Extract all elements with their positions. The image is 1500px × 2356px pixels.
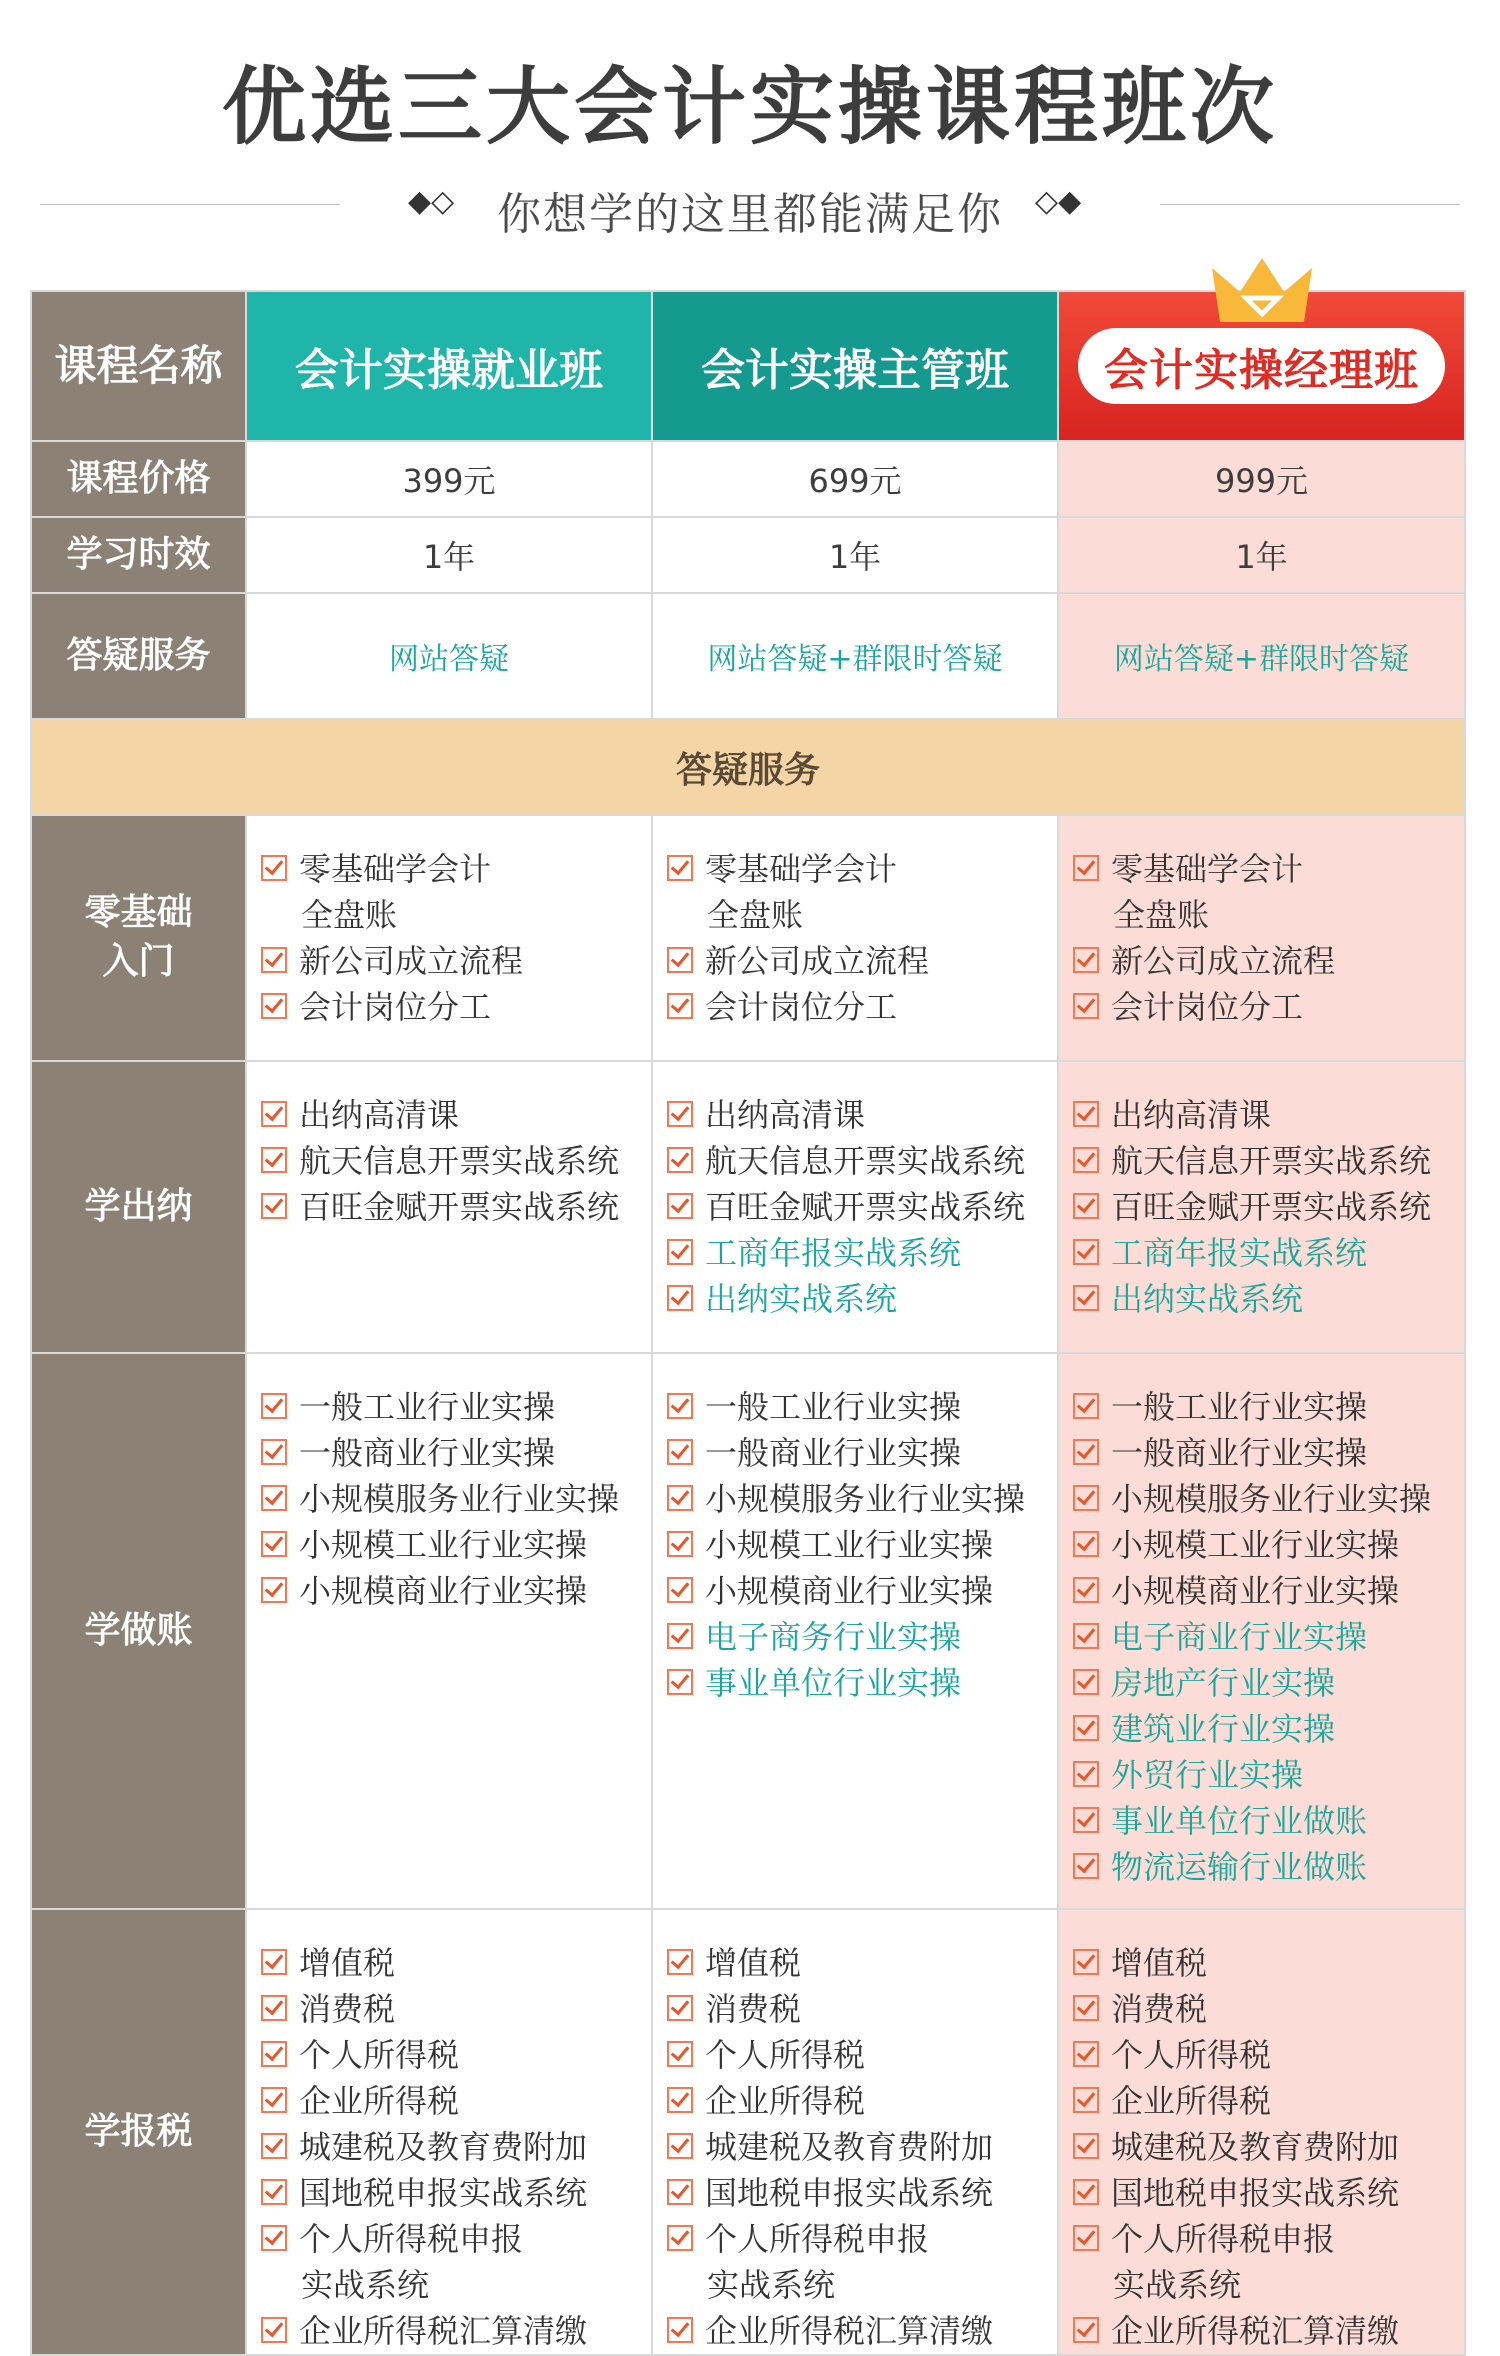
- feature-item: [1073, 1430, 1464, 1476]
- feature-label: 零基础学会计: [1111, 850, 1304, 888]
- feature-cell: [246, 1061, 652, 1353]
- feature-item: [1073, 938, 1464, 984]
- price-cell: 699元: [652, 441, 1058, 517]
- checkbox-icon: [261, 2225, 287, 2251]
- feature-item: [261, 846, 651, 892]
- feature-item: [667, 2170, 1057, 2216]
- feature-item: [1073, 1798, 1464, 1844]
- feature-label: 企业所得税: [1111, 2082, 1272, 2120]
- feature-item: [261, 938, 651, 984]
- feature-label: 小规模服务业行业实操: [1111, 1480, 1432, 1518]
- feature-label: 物流运输行业做账: [1111, 1848, 1368, 1886]
- feature-item: [667, 1230, 1057, 1276]
- feature-label: 外贸行业实操: [1111, 1756, 1304, 1794]
- checkbox-icon: [1073, 2133, 1099, 2159]
- row-label-duration: 学习时效: [31, 517, 246, 593]
- feature-item: [261, 1986, 651, 2032]
- checkbox-icon: [1073, 2317, 1099, 2343]
- checkbox-icon: [667, 2133, 693, 2159]
- checkbox-icon: [1073, 1531, 1099, 1557]
- feature-item: [667, 1276, 1057, 1322]
- column-employment-class: 会计实操就业班: [246, 291, 652, 441]
- feature-cell: [1058, 1909, 1465, 2355]
- feature-label: 城建税及教育费附加: [705, 2128, 994, 2166]
- feature-item: [667, 938, 1057, 984]
- checkbox-icon: [1073, 855, 1099, 881]
- feature-item: [1073, 1476, 1464, 1522]
- checkbox-icon: [1073, 1101, 1099, 1127]
- checkbox-icon: [1073, 2179, 1099, 2205]
- feature-label: 出纳高清课: [299, 1096, 460, 1134]
- checkbox-icon: [261, 1949, 287, 1975]
- feature-item: [261, 1522, 651, 1568]
- checkbox-icon: [261, 1101, 287, 1127]
- feature-item: [1073, 846, 1464, 892]
- feature-item: [261, 1430, 651, 1476]
- feature-item: [667, 1384, 1057, 1430]
- feature-label: 航天信息开票实战系统: [299, 1142, 620, 1180]
- feature-label: 航天信息开票实战系统: [1111, 1142, 1432, 1180]
- feature-item: [667, 846, 1057, 892]
- feature-label: 出纳实战系统: [1111, 1280, 1304, 1318]
- feature-label: 出纳实战系统: [705, 1280, 898, 1318]
- feature-label: 会计岗位分工: [705, 988, 898, 1026]
- checkbox-icon: [1073, 947, 1099, 973]
- feature-cell: [652, 815, 1058, 1061]
- feature-item: [1073, 984, 1464, 1030]
- feature-item: [1073, 1752, 1464, 1798]
- feature-label: 房地产行业实操: [1111, 1664, 1336, 1702]
- feature-label: 增值税: [1111, 1944, 1208, 1982]
- feature-item: [261, 2078, 651, 2124]
- row-label-basics: [31, 815, 246, 1061]
- checkbox-icon: [1073, 2225, 1099, 2251]
- feature-label: 一般商业行业实操: [1111, 1434, 1368, 1472]
- feature-label: 国地税申报实战系统: [299, 2174, 588, 2212]
- feature-label: 会计岗位分工: [1111, 988, 1304, 1026]
- feature-item: [261, 2032, 651, 2078]
- row-label-tax: 学报税: [31, 1909, 246, 2355]
- duration-cell: 1年: [652, 517, 1058, 593]
- feature-label: 企业所得税: [299, 2082, 460, 2120]
- feature-item: [261, 2124, 651, 2170]
- checkbox-icon: [261, 1485, 287, 1511]
- feature-label: 出纳高清课: [1111, 1096, 1272, 1134]
- checkbox-icon: [667, 1995, 693, 2021]
- feature-label: 个人所得税申报: [705, 2220, 930, 2258]
- checkbox-icon: [667, 1147, 693, 1173]
- checkbox-icon: [1073, 1853, 1099, 1879]
- column-manager-class: [1058, 291, 1465, 441]
- feature-label: 实战系统: [707, 2266, 836, 2304]
- subtitle-row: [0, 170, 1500, 240]
- checkbox-icon: [1073, 1995, 1099, 2021]
- checkbox-icon: [1073, 2087, 1099, 2113]
- feature-item: [1073, 892, 1464, 938]
- row-label-price: 课程价格: [31, 441, 246, 517]
- checkbox-icon: [667, 2225, 693, 2251]
- checkbox-icon: [667, 1439, 693, 1465]
- feature-item: [667, 1568, 1057, 1614]
- checkbox-icon: [1073, 2041, 1099, 2067]
- price-cell: 399元: [246, 441, 652, 517]
- checkbox-icon: [1073, 1807, 1099, 1833]
- checkbox-icon: [261, 1147, 287, 1173]
- checkbox-icon: [1073, 1715, 1099, 1741]
- section-row-basics: [31, 815, 1465, 1061]
- feature-item: [261, 2216, 651, 2262]
- checkbox-icon: [261, 2133, 287, 2159]
- feature-item: [1073, 1844, 1464, 1890]
- feature-item: [261, 1092, 651, 1138]
- feature-label: 建筑业行业实操: [1111, 1710, 1336, 1748]
- feature-label: 全盘账: [1113, 896, 1210, 934]
- feature-item: [1073, 1138, 1464, 1184]
- feature-item: [667, 1092, 1057, 1138]
- feature-label: 个人所得税: [299, 2036, 460, 2074]
- feature-item: [667, 2308, 1057, 2354]
- feature-item: [1073, 2078, 1464, 2124]
- checkbox-icon: [1073, 1285, 1099, 1311]
- feature-label: 一般工业行业实操: [1111, 1388, 1368, 1426]
- feature-item: [1073, 1092, 1464, 1138]
- checkbox-icon: [667, 2087, 693, 2113]
- manager-class-label: 会计实操经理班: [1078, 328, 1445, 404]
- feature-label: 增值税: [705, 1944, 802, 1982]
- feature-label: 小规模服务业行业实操: [705, 1480, 1026, 1518]
- feature-item: [1073, 2124, 1464, 2170]
- feature-item: [1073, 1568, 1464, 1614]
- price-cell: 999元: [1058, 441, 1465, 517]
- checkbox-icon: [667, 947, 693, 973]
- row-label-qa: 答疑服务: [31, 593, 246, 719]
- feature-cell: [246, 1353, 652, 1909]
- checkbox-icon: [261, 2087, 287, 2113]
- section-row-tax: [31, 1909, 1465, 2355]
- checkbox-icon: [667, 2041, 693, 2067]
- checkbox-icon: [1073, 1147, 1099, 1173]
- feature-label: 事业单位行业实操: [705, 1664, 962, 1702]
- feature-item: [667, 1986, 1057, 2032]
- checkbox-icon: [667, 1101, 693, 1127]
- feature-label: 小规模服务业行业实操: [299, 1480, 620, 1518]
- feature-item: [1073, 2216, 1464, 2262]
- feature-label: 百旺金赋开票实战系统: [705, 1188, 1026, 1226]
- feature-label: 城建税及教育费附加: [299, 2128, 588, 2166]
- duration-row: [31, 517, 1465, 593]
- checkbox-icon: [1073, 1577, 1099, 1603]
- checkbox-icon: [261, 2317, 287, 2343]
- checkbox-icon: [261, 947, 287, 973]
- section-band: 答疑服务: [31, 719, 1465, 815]
- feature-label: 会计岗位分工: [299, 988, 492, 1026]
- checkbox-icon: [667, 993, 693, 1019]
- checkbox-icon: [667, 1193, 693, 1219]
- feature-item: [261, 1384, 651, 1430]
- feature-label: 企业所得税: [705, 2082, 866, 2120]
- band-row: [31, 719, 1465, 815]
- feature-label: 增值税: [299, 1944, 396, 1982]
- feature-label: 实战系统: [301, 2266, 430, 2304]
- checkbox-icon: [1073, 1193, 1099, 1219]
- checkbox-icon: [1073, 1761, 1099, 1787]
- feature-cell: [652, 1061, 1058, 1353]
- checkbox-icon: [261, 855, 287, 881]
- feature-item: [1073, 1986, 1464, 2032]
- checkbox-icon: [261, 1393, 287, 1419]
- checkbox-icon: [261, 993, 287, 1019]
- feature-label: 小规模商业行业实操: [1111, 1572, 1400, 1610]
- feature-label: 小规模工业行业实操: [1111, 1526, 1400, 1564]
- feature-item: [1073, 1614, 1464, 1660]
- feature-label: 企业所得税汇算清缴: [299, 2312, 588, 2350]
- checkbox-icon: [261, 1577, 287, 1603]
- checkbox-icon: [261, 1439, 287, 1465]
- feature-label: 个人所得税申报: [299, 2220, 524, 2258]
- checkbox-icon: [667, 1577, 693, 1603]
- feature-item: [1073, 1660, 1464, 1706]
- feature-label: 百旺金赋开票实战系统: [1111, 1188, 1432, 1226]
- feature-item: [261, 1476, 651, 1522]
- checkbox-icon: [667, 2179, 693, 2205]
- checkbox-icon: [667, 1393, 693, 1419]
- feature-item: [667, 1430, 1057, 1476]
- checkbox-icon: [261, 1193, 287, 1219]
- feature-item: [261, 1138, 651, 1184]
- checkbox-icon: [261, 2041, 287, 2067]
- checkbox-icon: [1073, 1393, 1099, 1419]
- page-subtitle: 你想学的这里都能满足你: [497, 189, 1003, 240]
- feature-item: [1073, 1940, 1464, 1986]
- feature-item: [667, 1522, 1057, 1568]
- checkbox-icon: [667, 855, 693, 881]
- feature-item: [667, 1476, 1057, 1522]
- feature-item: [261, 1568, 651, 1614]
- feature-item: [1073, 2032, 1464, 2078]
- feature-item: [261, 892, 651, 938]
- feature-label: 一般商业行业实操: [705, 1434, 962, 1472]
- feature-label: 全盘账: [301, 896, 398, 934]
- diamond-decor-left: ◆◇: [408, 184, 455, 219]
- feature-item: [667, 892, 1057, 938]
- row-label-line: 入门: [102, 941, 175, 982]
- checkbox-icon: [667, 2317, 693, 2343]
- feature-cell: [1058, 1061, 1465, 1353]
- checkbox-icon: [667, 1285, 693, 1311]
- feature-item: [261, 2170, 651, 2216]
- feature-item: [667, 2262, 1057, 2308]
- feature-item: [667, 1138, 1057, 1184]
- feature-label: 电子商务行业实操: [705, 1618, 962, 1656]
- qa-cell: 网站答疑+群限时答疑: [652, 593, 1058, 719]
- feature-label: 国地税申报实战系统: [1111, 2174, 1400, 2212]
- checkbox-icon: [1073, 1439, 1099, 1465]
- feature-item: [261, 2308, 651, 2354]
- checkbox-icon: [667, 1669, 693, 1695]
- feature-item: [1073, 1384, 1464, 1430]
- feature-item: [667, 1660, 1057, 1706]
- header-row: [31, 291, 1465, 441]
- feature-label: 个人所得税: [1111, 2036, 1272, 2074]
- feature-label: 个人所得税申报: [1111, 2220, 1336, 2258]
- feature-label: 事业单位行业做账: [1111, 1802, 1368, 1840]
- checkbox-icon: [1073, 1949, 1099, 1975]
- feature-label: 消费税: [299, 1990, 396, 2028]
- feature-label: 小规模工业行业实操: [705, 1526, 994, 1564]
- duration-cell: 1年: [246, 517, 652, 593]
- feature-cell: [652, 1353, 1058, 1909]
- checkbox-icon: [1073, 1669, 1099, 1695]
- checkbox-icon: [261, 2179, 287, 2205]
- feature-cell: [652, 1909, 1058, 2355]
- feature-item: [261, 1940, 651, 1986]
- feature-item: [261, 2262, 651, 2308]
- feature-item: [1073, 1184, 1464, 1230]
- feature-item: [1073, 1276, 1464, 1322]
- feature-item: [667, 1184, 1057, 1230]
- feature-item: [667, 1614, 1057, 1660]
- checkbox-icon: [667, 1949, 693, 1975]
- feature-item: [667, 2032, 1057, 2078]
- feature-label: 零基础学会计: [705, 850, 898, 888]
- checkbox-icon: [1073, 1239, 1099, 1265]
- feature-item: [1073, 1522, 1464, 1568]
- feature-item: [667, 1940, 1057, 1986]
- feature-label: 新公司成立流程: [1111, 942, 1336, 980]
- qa-row: [31, 593, 1465, 719]
- feature-item: [667, 984, 1057, 1030]
- feature-label: 工商年报实战系统: [705, 1234, 962, 1272]
- qa-cell: 网站答疑+群限时答疑: [1058, 593, 1465, 719]
- feature-label: 小规模商业行业实操: [705, 1572, 994, 1610]
- page-title: 优选三大会计实操课程班次: [221, 58, 1278, 156]
- checkbox-icon: [1073, 1485, 1099, 1511]
- feature-label: 消费税: [705, 1990, 802, 2028]
- feature-label: 航天信息开票实战系统: [705, 1142, 1026, 1180]
- feature-item: [667, 2216, 1057, 2262]
- feature-item: [261, 1184, 651, 1230]
- checkbox-icon: [667, 1239, 693, 1265]
- row-label-cashier: 学出纳: [31, 1061, 246, 1353]
- course-comparison-table: [30, 290, 1466, 2356]
- checkbox-icon: [667, 1623, 693, 1649]
- checkbox-icon: [667, 1531, 693, 1557]
- price-row: [31, 441, 1465, 517]
- section-row-cashier: [31, 1061, 1465, 1353]
- feature-label: 百旺金赋开票实战系统: [299, 1188, 620, 1226]
- feature-label: 新公司成立流程: [299, 942, 524, 980]
- qa-cell: 网站答疑: [246, 593, 652, 719]
- checkbox-icon: [1073, 993, 1099, 1019]
- feature-label: 全盘账: [707, 896, 804, 934]
- checkbox-icon: [667, 1485, 693, 1511]
- checkbox-icon: [261, 1995, 287, 2021]
- row-label-bookkeeping: 学做账: [31, 1353, 246, 1909]
- feature-item: [261, 984, 651, 1030]
- feature-item: [667, 2078, 1057, 2124]
- feature-label: 工商年报实战系统: [1111, 1234, 1368, 1272]
- checkbox-icon: [261, 1531, 287, 1557]
- corner-label: 课程名称: [31, 291, 246, 441]
- feature-item: [667, 2124, 1057, 2170]
- feature-cell: [1058, 815, 1465, 1061]
- feature-item: [1073, 2262, 1464, 2308]
- feature-item: [1073, 1706, 1464, 1752]
- section-row-bookkeeping: [31, 1353, 1465, 1909]
- duration-cell: 1年: [1058, 517, 1465, 593]
- checkbox-icon: [1073, 1623, 1099, 1649]
- feature-label: 企业所得税汇算清缴: [705, 2312, 994, 2350]
- feature-label: 小规模工业行业实操: [299, 1526, 588, 1564]
- feature-label: 零基础学会计: [299, 850, 492, 888]
- feature-item: [1073, 2308, 1464, 2354]
- column-supervisor-class: 会计实操主管班: [652, 291, 1058, 441]
- feature-label: 小规模商业行业实操: [299, 1572, 588, 1610]
- feature-item: [1073, 1230, 1464, 1276]
- feature-label: 出纳高清课: [705, 1096, 866, 1134]
- feature-label: 新公司成立流程: [705, 942, 930, 980]
- feature-label: 消费税: [1111, 1990, 1208, 2028]
- feature-label: 一般工业行业实操: [705, 1388, 962, 1426]
- feature-label: 城建税及教育费附加: [1111, 2128, 1400, 2166]
- feature-label: 一般工业行业实操: [299, 1388, 556, 1426]
- feature-label: 国地税申报实战系统: [705, 2174, 994, 2212]
- diamond-decor-right: ◇◆: [1035, 184, 1082, 219]
- feature-cell: [1058, 1353, 1465, 1909]
- crown-icon: [1212, 258, 1312, 328]
- feature-label: 实战系统: [1113, 2266, 1242, 2304]
- feature-label: 一般商业行业实操: [299, 1434, 556, 1472]
- feature-label: 电子商业行业实操: [1111, 1618, 1368, 1656]
- feature-label: 企业所得税汇算清缴: [1111, 2312, 1400, 2350]
- feature-cell: [246, 1909, 652, 2355]
- feature-cell: [246, 815, 652, 1061]
- row-label-line: 零基础: [84, 892, 193, 934]
- feature-label: 个人所得税: [705, 2036, 866, 2074]
- feature-item: [1073, 2170, 1464, 2216]
